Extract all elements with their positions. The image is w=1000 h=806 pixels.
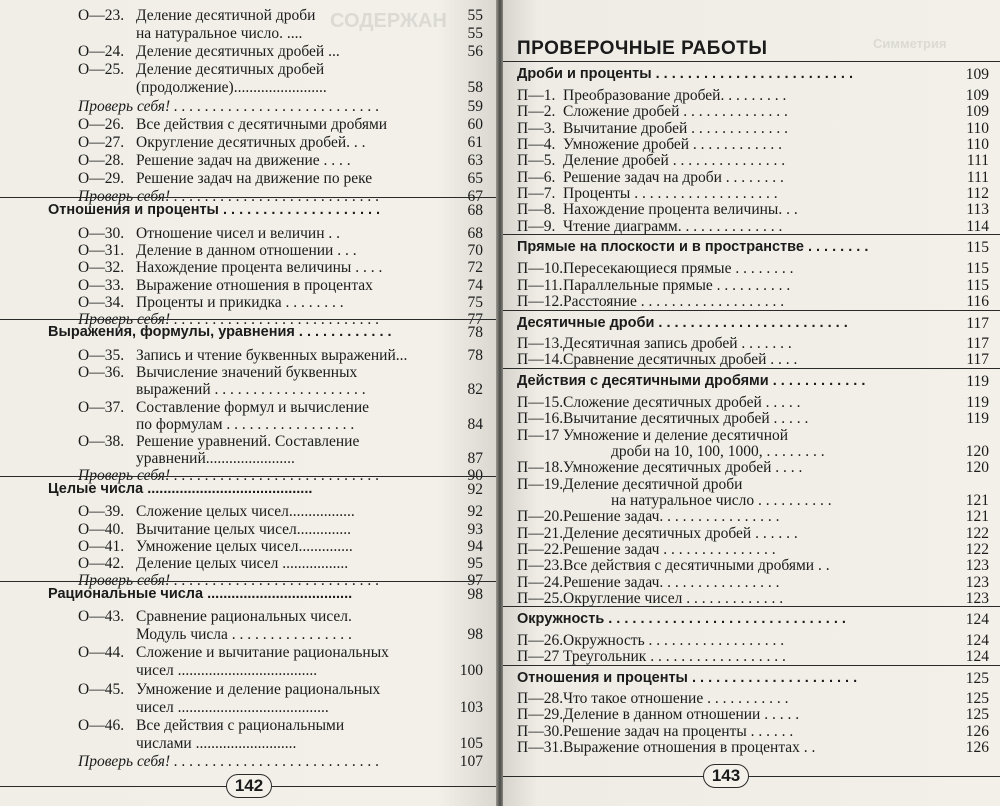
entry-code: О—30.	[78, 225, 125, 242]
entry-title: Преобразование дробей. . . . . . . . .	[563, 87, 787, 104]
right-page	[503, 0, 1000, 806]
entry-page-number: 121	[965, 508, 989, 525]
entry-title: Округление десятичных дробей. . .	[136, 134, 366, 151]
entry-title: Сложение десятичных дробей . . . . .	[563, 394, 801, 411]
entry-title: Деление целых чисел .................	[136, 555, 349, 572]
entry-code: П—9.	[517, 218, 556, 235]
entry-title: Расстояние . . . . . . . . . . . . . . . . . . .	[563, 293, 785, 310]
section-rule	[0, 319, 497, 320]
entry-page-number: 111	[966, 169, 989, 186]
entry-page-number: 55	[467, 7, 483, 24]
entry-page-number: 123	[965, 574, 989, 591]
entry-code: О—39.	[78, 503, 125, 520]
entry-title: Проверь себя! . . . . . . . . . . . . . . . . . . . . . . . . . . .	[78, 753, 380, 770]
entry-page-number: 117	[966, 335, 989, 352]
entry-page-number: 119	[966, 410, 989, 427]
entry-code: П—7.	[517, 185, 556, 202]
entry-title: Решение уравнений. Составление	[136, 433, 360, 450]
entry-title: Проверь себя! . . . . . . . . . . . . . . . . . . . . . . . . . . .	[78, 467, 380, 484]
toc-entry	[78, 169, 483, 188]
entry-code: О—28.	[78, 152, 125, 169]
toc-entry	[78, 151, 483, 170]
section-title: Окружность . . . . . . . . . . . . . . . . . . . . . . . . . . . . . .	[517, 611, 846, 627]
entry-title: Сложение дробей . . . . . . . . . . . . . .	[563, 103, 788, 120]
entry-page-number: 115	[966, 239, 989, 256]
entry-page-number: 110	[966, 120, 989, 137]
entry-title: Деление в данном отношении . . . . .	[563, 706, 800, 723]
toc-entry	[78, 698, 483, 717]
entry-page-number: 112	[966, 185, 989, 202]
toc-entry	[78, 661, 483, 680]
entry-title: Десятичная запись дробей . . . . . . .	[563, 335, 792, 352]
entry-title: Окружность . . . . . . . . . . . . . . . . . .	[563, 632, 785, 649]
entry-code: О—27.	[78, 134, 125, 151]
entry-page-number: 82	[467, 381, 483, 398]
entry-title: Решение задач на проценты . . . . . .	[563, 723, 794, 740]
entry-title: Решение задач на движение . . . .	[136, 152, 351, 169]
entry-page-number: 120	[965, 443, 989, 460]
entry-title: дроби на 10, 100, 1000, . . . . . . . .	[611, 443, 825, 460]
entry-code: О—42.	[78, 555, 125, 572]
entry-page-number: 125	[965, 670, 989, 687]
section-title: Прямые на плоскости и в пространстве . . . . . . . .	[517, 239, 869, 255]
toc-entry	[78, 258, 483, 277]
section-title: Целые числа .........................................	[48, 481, 313, 497]
toc-section-heading	[517, 314, 989, 333]
toc-entry	[78, 6, 483, 25]
toc-entry	[78, 680, 483, 699]
section-title: Дроби и проценты . . . . . . . . . . . . . . . . . . . . . . . . .	[517, 66, 854, 82]
entry-page-number: 55	[467, 25, 483, 42]
entry-title: Деление десятичной дроби	[136, 7, 316, 24]
entry-page-number: 119	[966, 394, 989, 411]
toc-section-heading	[517, 610, 989, 629]
entry-title: Все действия с десятичными дробями . .	[563, 557, 830, 574]
entry-code: О—37.	[78, 399, 125, 416]
toc-section-heading	[48, 585, 483, 604]
toc-entry	[517, 647, 989, 666]
entry-page-number: 121	[965, 492, 989, 509]
toc-entry	[78, 380, 483, 399]
entry-page-number: 114	[966, 218, 989, 235]
toc-entry	[517, 350, 989, 369]
entry-code: П—14.	[517, 351, 564, 368]
entry-page-number: 90	[467, 467, 483, 484]
entry-title: Выражение отношения в процентах	[136, 277, 373, 294]
entry-page-number: 105	[459, 735, 483, 752]
section-title: Рациональные числа ....................................	[48, 586, 353, 602]
entry-code: П—8.	[517, 201, 556, 218]
entry-page-number: 115	[966, 260, 989, 277]
entry-code: О—25.	[78, 61, 125, 78]
entry-page-number: 92	[467, 481, 483, 498]
entry-page-number: 117	[966, 351, 989, 368]
entry-title: Округление чисел . . . . . . . . . . . . .	[563, 590, 784, 607]
entry-code: П—6.	[517, 169, 556, 186]
entry-page-number: 125	[965, 706, 989, 723]
entry-code: П—17	[517, 427, 560, 444]
toc-section-heading	[48, 480, 483, 499]
entry-page-number: 122	[965, 541, 989, 558]
entry-code: П—13.	[517, 335, 564, 352]
entry-title: Что такое отношение . . . . . . . . . . .	[563, 690, 789, 707]
entry-page-number: 124	[965, 611, 989, 628]
toc-entry	[517, 292, 989, 311]
entry-page-number: 123	[965, 557, 989, 574]
entry-page-number: 75	[467, 294, 483, 311]
entry-code: П—11.	[517, 277, 563, 294]
entry-title: Проценты . . . . . . . . . . . . . . . . . . .	[563, 185, 778, 202]
entry-title: Вычитание десятичных дробей . . . . .	[563, 410, 809, 427]
entry-page-number: 95	[467, 555, 483, 572]
entry-code: О—33.	[78, 277, 125, 294]
toc-check-yourself-row	[78, 97, 483, 116]
toc-entry	[78, 60, 483, 79]
section-rule	[503, 665, 1000, 666]
toc-entry	[78, 607, 483, 626]
entry-page-number: 70	[467, 242, 483, 259]
entry-code: П—21.	[517, 525, 564, 542]
section-rule	[503, 234, 1000, 235]
toc-check-yourself-row	[78, 752, 483, 771]
entry-title: Умножение целых чисел..............	[136, 538, 353, 555]
entry-page-number: 109	[965, 87, 989, 104]
entry-title: Составление формул и вычисление	[136, 399, 370, 416]
section-title: Действия с десятичными дробями . . . . . . . . . . . .	[517, 373, 866, 389]
entry-title: Проценты и прикидка . . . . . . . .	[136, 294, 344, 311]
entry-title: Решение задач на дроби . . . . . . . .	[563, 169, 784, 186]
entry-code: П—5.	[517, 152, 556, 169]
entry-code: О—29.	[78, 170, 125, 187]
entry-code: О—46.	[78, 717, 125, 734]
entry-title: Проверь себя! . . . . . . . . . . . . . . . . . . . . . . . . . . .	[78, 188, 380, 205]
entry-title: Решение задач. . . . . . . . . . . . . . . .	[563, 508, 780, 525]
section-title: Выражения, формулы, уравнения . . . . . . . . . . . .	[48, 324, 392, 340]
entry-code: П—15.	[517, 394, 564, 411]
entry-title: Деление в данном отношении . . .	[136, 242, 357, 259]
entry-page-number: 124	[965, 632, 989, 649]
entry-page-number: 58	[467, 79, 483, 96]
entry-code: П—1.	[517, 87, 556, 104]
entry-title: Сложение и вычитание рациональных	[136, 644, 389, 661]
entry-page-number: 115	[966, 277, 989, 294]
section-title: Отношения и проценты . . . . . . . . . . . . . . . . . . . .	[48, 202, 381, 218]
entry-page-number: 119	[966, 373, 989, 390]
toc-entry	[78, 716, 483, 735]
entry-title: выражений . . . . . . . . . . . . . . . . . . . .	[136, 381, 366, 398]
toc-section-heading	[48, 323, 483, 342]
entry-code: О—24.	[78, 43, 125, 60]
page-number: 143	[703, 764, 749, 788]
entry-title: Вычитание дробей . . . . . . . . . . . . .	[563, 120, 789, 137]
entry-title: Умножение и деление десятичной	[563, 427, 789, 444]
entry-page-number: 78	[467, 347, 483, 364]
entry-page-number: 123	[965, 590, 989, 607]
entry-code: П—29.	[517, 706, 564, 723]
entry-code: О—40.	[78, 521, 125, 538]
entry-code: О—23.	[78, 7, 125, 24]
toc-entry	[78, 24, 483, 43]
entry-title: Все действия с рациональными	[136, 717, 345, 734]
entry-code: О—35.	[78, 347, 125, 364]
entry-title: (продолжение)........................	[136, 79, 327, 96]
entry-page-number: 67	[467, 188, 483, 205]
toc-entry	[78, 625, 483, 644]
entry-page-number: 116	[966, 293, 989, 310]
entry-page-number: 110	[966, 136, 989, 153]
entry-page-number: 56	[467, 43, 483, 60]
entry-code: П—31.	[517, 739, 564, 756]
section-rule	[0, 581, 497, 582]
section-title: Отношения и проценты . . . . . . . . . . . . . . . . . . . . .	[517, 670, 858, 686]
entry-title: уравнений.......................	[136, 450, 295, 467]
entry-code: П—30.	[517, 723, 564, 740]
entry-title: Решение задач на движение по реке	[136, 170, 373, 187]
entry-title: Деление десятичных дробей . . . . . .	[563, 525, 798, 542]
entry-code: О—38.	[78, 433, 125, 450]
entry-page-number: 77	[467, 311, 483, 328]
entry-page-number: 78	[467, 324, 483, 341]
entry-title: Запись и чтение буквенных выражений...	[136, 347, 408, 364]
entry-title: Проверь себя! . . . . . . . . . . . . . . . . . . . . . . . . . . .	[78, 98, 380, 115]
entry-page-number: 107	[459, 753, 483, 770]
entry-page-number: 113	[966, 201, 989, 218]
entry-code: П—28.	[517, 690, 564, 707]
entry-code: П—3.	[517, 120, 556, 137]
entry-title: Деление десятичных дробей	[136, 61, 325, 78]
toc-entry	[78, 502, 483, 521]
entry-title: Решение задач. . . . . . . . . . . . . . . .	[563, 574, 780, 591]
entry-page-number: 59	[467, 98, 483, 115]
toc-section-heading	[517, 238, 989, 257]
entry-title: Деление десятичной дроби	[563, 476, 743, 493]
entry-page-number: 103	[459, 699, 483, 716]
entry-page-number: 84	[467, 416, 483, 433]
entry-code: П—26.	[517, 632, 564, 649]
entry-title: Выражение отношения в процентах . .	[563, 739, 816, 756]
entry-page-number: 120	[965, 459, 989, 476]
toc-entry	[78, 42, 483, 61]
left-page	[0, 0, 497, 806]
entry-page-number: 122	[965, 525, 989, 542]
entry-code: О—44.	[78, 644, 125, 661]
entry-title: Сравнение десятичных дробей . . . .	[563, 351, 798, 368]
entry-code: П—27	[517, 648, 560, 665]
entry-title: Отношение чисел и величин . .	[136, 225, 341, 242]
entry-page-number: 126	[965, 723, 989, 740]
entry-page-number: 124	[965, 648, 989, 665]
section-rule	[0, 476, 497, 477]
toc-entry	[78, 643, 483, 662]
entry-title: Треугольник . . . . . . . . . . . . . . . . . .	[563, 648, 786, 665]
toc-entry	[517, 738, 989, 757]
section-title: Десятичные дроби . . . . . . . . . . . . . . . . . . . . . . . .	[517, 315, 848, 331]
entry-page-number: 87	[467, 450, 483, 467]
entry-title: числами ..........................	[136, 735, 297, 752]
entry-title: Умножение дробей . . . . . . . . . . . .	[563, 136, 783, 153]
entry-page-number: 109	[965, 66, 989, 83]
entry-title: Сложение целых чисел.................	[136, 503, 355, 520]
entry-code: О—31.	[78, 242, 125, 259]
entry-page-number: 93	[467, 521, 483, 538]
entry-title: Проверь себя! . . . . . . . . . . . . . . . . . . . . . . . . . . .	[78, 311, 380, 328]
entry-page-number: 98	[467, 586, 483, 603]
entry-title: Деление десятичных дробей ...	[136, 43, 340, 60]
toc-entry	[78, 115, 483, 134]
section-rule	[503, 606, 1000, 607]
entry-title: Сравнение рациональных чисел.	[136, 608, 352, 625]
entry-page-number: 63	[467, 152, 483, 169]
entry-title: Нахождение процента величины . . . .	[136, 259, 383, 276]
entry-code: П—2.	[517, 103, 556, 120]
entry-title: по формулам . . . . . . . . . . . . . . . . .	[136, 416, 355, 433]
page-heading: ПРОВЕРОЧНЫЕ РАБОТЫ	[517, 38, 768, 59]
entry-code: О—45.	[78, 681, 125, 698]
toc-section-heading	[517, 65, 989, 84]
entry-page-number: 97	[467, 572, 483, 589]
entry-title: Модуль числа . . . . . . . . . . . . . . . .	[136, 626, 352, 643]
entry-title: Нахождение процента величины. . .	[563, 201, 798, 218]
entry-code: О—41.	[78, 538, 125, 555]
entry-title: чисел .......................................	[136, 699, 329, 716]
entry-code: П—22.	[517, 541, 564, 558]
section-rule	[503, 368, 1000, 369]
entry-title: Параллельные прямые . . . . . . . . . .	[563, 277, 791, 294]
entry-page-number: 98	[467, 626, 483, 643]
entry-page-number: 125	[965, 690, 989, 707]
entry-page-number: 68	[467, 225, 483, 242]
entry-page-number: 126	[965, 739, 989, 756]
entry-page-number: 65	[467, 170, 483, 187]
entry-title: Проверь себя! . . . . . . . . . . . . . . . . . . . . . . . . . . .	[78, 572, 380, 589]
entry-page-number: 117	[966, 315, 989, 332]
entry-title: Вычитание целых чисел..............	[136, 521, 352, 538]
entry-page-number: 94	[467, 538, 483, 555]
entry-code: П—20.	[517, 508, 564, 525]
entry-code: П—12.	[517, 293, 564, 310]
toc-section-heading	[517, 372, 989, 391]
entry-code: П—24.	[517, 574, 564, 591]
entry-code: П—10.	[517, 260, 564, 277]
toc-entry	[78, 133, 483, 152]
entry-code: О—43.	[78, 608, 125, 625]
page-number: 142	[226, 774, 272, 798]
entry-title: Все действия с десятичными дробями	[136, 116, 388, 133]
section-rule	[503, 310, 1000, 311]
entry-title: Пересекающиеся прямые . . . . . . . .	[563, 260, 794, 277]
entry-page-number: 100	[459, 662, 483, 679]
section-rule	[503, 61, 1000, 62]
toc-entry	[78, 734, 483, 753]
entry-page-number: 60	[467, 116, 483, 133]
entry-code: П—19.	[517, 476, 564, 493]
entry-code: О—26.	[78, 116, 125, 133]
entry-title: на натуральное число . . . . . . . . . .	[611, 492, 832, 509]
section-rule	[0, 197, 497, 198]
entry-title: на натуральное число. ....	[136, 25, 303, 42]
entry-code: П—25.	[517, 590, 564, 607]
entry-code: П—23.	[517, 557, 564, 574]
entry-title: Умножение десятичных дробей . . . .	[563, 459, 803, 476]
entry-page-number: 111	[966, 152, 989, 169]
entry-title: Деление дробей . . . . . . . . . . . . . . .	[563, 152, 786, 169]
entry-page-number: 61	[467, 134, 483, 151]
entry-title: Вычисление значений буквенных	[136, 364, 358, 381]
entry-page-number: 68	[467, 202, 483, 219]
entry-code: П—4.	[517, 136, 556, 153]
entry-code: О—36.	[78, 364, 125, 381]
entry-title: Решение задач . . . . . . . . . . . . . . .	[563, 541, 776, 558]
entry-code: П—16.	[517, 410, 564, 427]
entry-title: Чтение диаграмм. . . . . . . . . . . . . .	[563, 218, 783, 235]
entry-code: П—18.	[517, 459, 564, 476]
entry-title: чисел ....................................	[136, 662, 318, 679]
toc-section-heading	[48, 201, 483, 220]
entry-page-number: 72	[467, 259, 483, 276]
entry-title: Умножение и деление рациональных	[136, 681, 381, 698]
bleed-through-text: СОДЕРЖАН	[330, 10, 447, 32]
entry-page-number: 109	[965, 103, 989, 120]
entry-page-number: 74	[467, 277, 483, 294]
folio-rule	[503, 776, 1000, 777]
entry-code: О—32.	[78, 259, 125, 276]
entry-code: О—34.	[78, 294, 125, 311]
toc-section-heading	[517, 669, 989, 688]
bleed-through-text: Симметрия	[873, 36, 947, 51]
entry-page-number: 92	[467, 503, 483, 520]
toc-entry	[78, 78, 483, 97]
